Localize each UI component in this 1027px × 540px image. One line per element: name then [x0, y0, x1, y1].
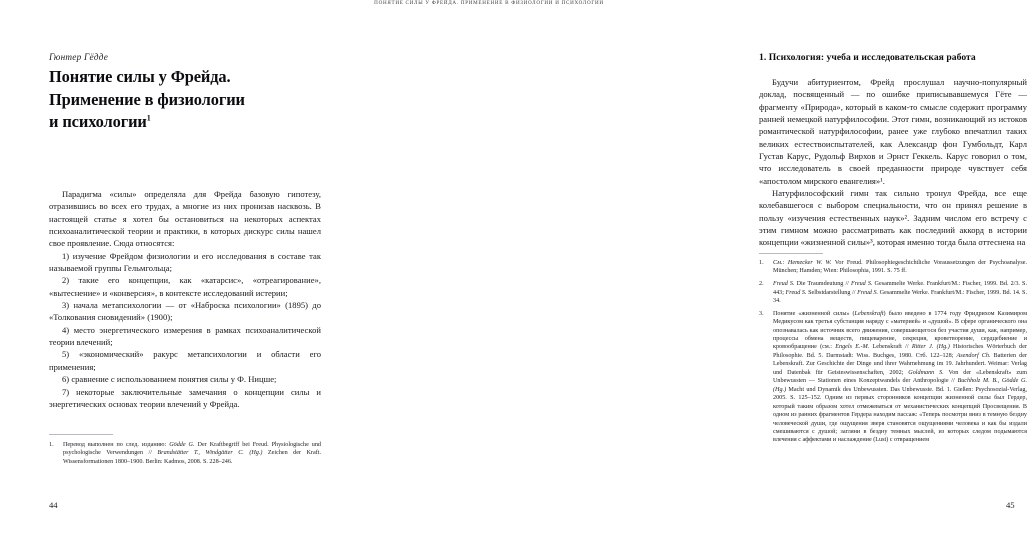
title-footnote-marker: 1 [146, 113, 151, 123]
footnote-number: 1. [759, 260, 764, 266]
footnote-number: 1. [49, 442, 54, 448]
footnote [759, 310, 1027, 445]
paragraph: 7) некоторые заключительные замечания о концепции силы и энергетических основах теории влечений у Фрейда. [49, 386, 321, 409]
footnote-separator-rule [759, 253, 823, 254]
left-page [0, 0, 354, 540]
footnote-text: См.: Hemecker W. W. Vor Freud. Philosophiegeschichtliche Voraussetzungen der Psychoanalyse. München; Hamden; Wien: Philosophia, 1991. S. 75 ff. [773, 260, 1027, 275]
left-footnotes [49, 441, 321, 466]
author-name: Гюнтер Гёдде [49, 52, 109, 62]
footnote [49, 441, 321, 466]
paragraph: 6) сравнение с использованием понятия силы у Ф. Ницше; [62, 374, 277, 385]
title-line-3 [49, 111, 317, 134]
footnote-number: 3. [759, 310, 764, 317]
right-footnotes [759, 259, 1027, 445]
page-number-right: 45 [1006, 500, 1015, 510]
footnote-separator-rule [49, 434, 113, 435]
footnote-text: Freud S. Die Traumdeutung // Freud S. Gesammelte Werke. Frankfurt/M.: Fischer, 1999. Bd. 2/3. S. 443; Freud S. Selbstdarstellung // Freud S. Gesammelte Werke. Frankfurt/M.: Fischer, 1999. Bd. 14. S. 34. [773, 281, 1027, 304]
paragraph: Натурфилософский гимн так сильно тронул Фрейда, все еще колебавшегося с выбором специальности, что он принял решение в пользу «изучения естественных наук»². Задним числом его встречу с этим гимном можно рассматривать как последний аккорд в истории концепции «жизненной силы»³, которая именно тогда была оттеснена на [759, 188, 1027, 248]
footnote [759, 259, 1027, 276]
paragraph: Будучи абитуриентом, Фрейд прослушал научно-популярный доклад, посвященный — по ошибке приписывавшемуся Гёте — фрагменту «Природа», который в каком-то смысле содержит программу ранней немецкой натурфилософии. Этот гимн, возникающий из истоков романтической натурфилософии, ранее уже глубоко впечатлил таких великих естествоиспытателей, как Александр фон Гумбольдт, Карл Густав Карус, Рудольф Вирхов и Эрнст Геккель. Карус говорил о том, что исследователь в своей преданности природе чувствует себя «апостолом мирского евангелия»¹. [759, 77, 1027, 186]
title-line-2: Применение в физиологии [49, 89, 245, 109]
paragraph: 2) такие его концепции, как «катарсис», «отреагирование», «вытеснение» и «конверсия», в контексте исследований истерии; [49, 275, 321, 298]
title-line-1: Понятие силы у Фрейда. [49, 67, 231, 86]
footnote [759, 280, 1027, 305]
running-header: ПОНЯТИЕ СИЛЫ У ФРЕЙДА. ПРИМЕНЕНИЕ В ФИЗИОЛОГИИ И ПСИХОЛОГИИ [374, 0, 604, 6]
paragraph: 3) начала метапсихологии — от «Наброска психологии» (1895) до «Толкования сновидений» (1900); [49, 300, 321, 323]
footnote-text: Понятие «жизненной силы» (Lebenskraft) было введено в 1774 году Фридрихом Казимиром Медикусом как третья субстанция наряду с «материей» и «душой». В сфере органического она опознавалась как источник всего движения, совершающегося без участия души, как, например, процессы обмена веществ, пищеварение, секреция, кроветворение, сердцебиение и кровообращение (см.: Engels E.-M. Lebenskraft // Ritter J. (Hg.) Historisches Wörterbuch der Philosophie. Bd. 5. Darmstadt: Wiss. Buchges, 1980. Стб. 122–128; Asendorf Ch. Batterien der Lebenskraft. Zur Geschichte der Dinge und ihrer Wahrnehmung im 19. Jahrhundert. Weimar: Verlag und Datenbak für Geisteswissenschaften, 2002; Goldmann S. Von der «Lebenskraft» zum Unbewussten — Stationen eines Konzeptwandels der Anthropologie // Buchholz M. B., Gödde G. (Hg.) Macht und Dynamik des Unbewussten. Das Unbewusste. Bd. 1. Gießen: Psychosozial-Verlag, 2005. S. 125–152. Одним из первых сторонников концепции жизненной силы был Гердер, который таким образом хотел отмежеваться от механистических концепций Просвещения. В одном из ранних фрагментов Гердера находим пассаж: «Теперь посмотри вниз в темную бездну человеческой души, где ощущения зверя становятся ощущениями человека и как бы издали смешиваются с душой; загляни в бездну темных мыслей, из которых следом подымаются влечения с аффектами и наслаждение (Lust) с отвращением [773, 310, 1027, 444]
paragraph: Парадигма «силы» определяла для Фрейда базовую гипотезу, отразившись во всех его трудах, а многие из них пронизав насквозь. В настоящей статье я хотел бы остановиться на некоторых аспектах психоаналитической теории и практики, в которых дискурс силы нашел свое проявление. Сюда относятся: [49, 189, 321, 249]
title-line-3-text: и психологии [49, 112, 147, 132]
section-heading: 1. Психология: учеба и исследовательская работа [759, 52, 976, 63]
left-body-text [49, 188, 321, 410]
right-page [355, 0, 1027, 540]
paragraph: 5) «экономический» ракурс метапсихологии и области его применения; [49, 349, 321, 372]
right-body-text [759, 76, 1027, 249]
footnote-text: Перевод выполнен по след. изданию: Gödde G. Der Kraftbegriff bei Freud. Physiologische und psychologische Verwendungen // Brandstätter T., Windgätter C. (Hg.) Zeichen der Kraft. Wissensformationen 1800–1900. Berlin: Kadmos, 2008. S. 228–246. [63, 442, 321, 465]
page-number-left: 44 [49, 500, 58, 510]
page-title [49, 66, 317, 134]
paragraph: 1) изучение Фрейдом физиологии и его исследования в составе так называемой группы Гельмгольца; [49, 250, 321, 274]
footnote-number: 2. [759, 281, 764, 288]
paragraph: 4) место энергетического измерения в рамках психоаналитической теории влечений; [49, 324, 321, 348]
